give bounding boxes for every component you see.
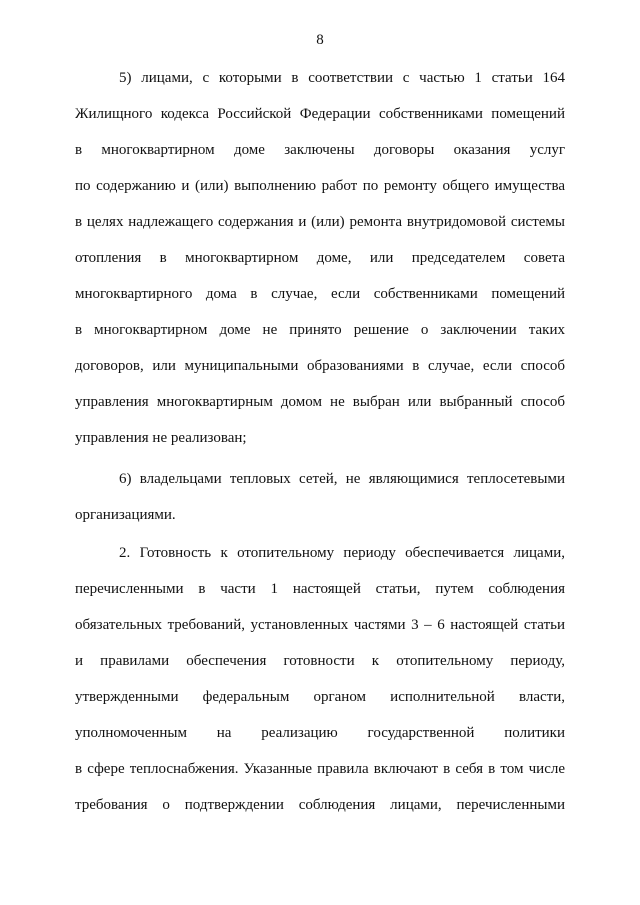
- paragraph-item-5: [75, 60, 565, 456]
- text-line: договоров, или муниципальными образованиями в случае, если способ: [75, 358, 565, 374]
- text-line: обязательных требований, установленных частями 3 – 6 настоящей статьи: [75, 617, 565, 633]
- text-line: в целях надлежащего содержания и (или) ремонта внутридомовой системы: [75, 214, 565, 230]
- text-line: управления многоквартирным домом не выбран или выбранный способ: [75, 394, 565, 410]
- text-line: требования о подтверждении соблюдения лицами, перечисленными: [75, 797, 565, 813]
- text-line: организациями.: [75, 507, 176, 523]
- text-line: в многоквартирном доме не принято решение о заключении таких: [75, 322, 565, 338]
- text-line: и правилами обеспечения готовности к отопительному периоду,: [75, 653, 565, 669]
- text-line: 6) владельцами тепловых сетей, не являющимися теплосетевыми: [119, 471, 565, 487]
- text-line: уполномоченным на реализацию государственной политики: [75, 725, 565, 741]
- text-line: управления не реализован;: [75, 430, 247, 446]
- text-line: многоквартирного дома в случае, если собственниками помещений: [75, 286, 565, 302]
- text-line: по содержанию и (или) выполнению работ по ремонту общего имущества: [75, 178, 565, 194]
- text-line: утвержденными федеральным органом исполнительной власти,: [75, 689, 565, 705]
- paragraph-part-2: [75, 535, 565, 823]
- page-number: 8: [316, 32, 324, 48]
- text-line: в многоквартирном доме заключены договоры оказания услуг: [75, 142, 565, 158]
- text-line: перечисленными в части 1 настоящей статьи, путем соблюдения: [75, 581, 565, 597]
- text-line: Жилищного кодекса Российской Федерации собственниками помещений: [75, 106, 565, 122]
- text-line: отопления в многоквартирном доме, или председателем совета: [75, 250, 565, 266]
- text-line: 2. Готовность к отопительному периоду обеспечивается лицами,: [119, 545, 565, 561]
- text-line: в сфере теплоснабжения. Указанные правила включают в себя в том числе: [75, 761, 565, 777]
- paragraph-item-6: [75, 461, 565, 533]
- text-line: 5) лицами, с которыми в соответствии с частью 1 статьи 164: [119, 70, 565, 86]
